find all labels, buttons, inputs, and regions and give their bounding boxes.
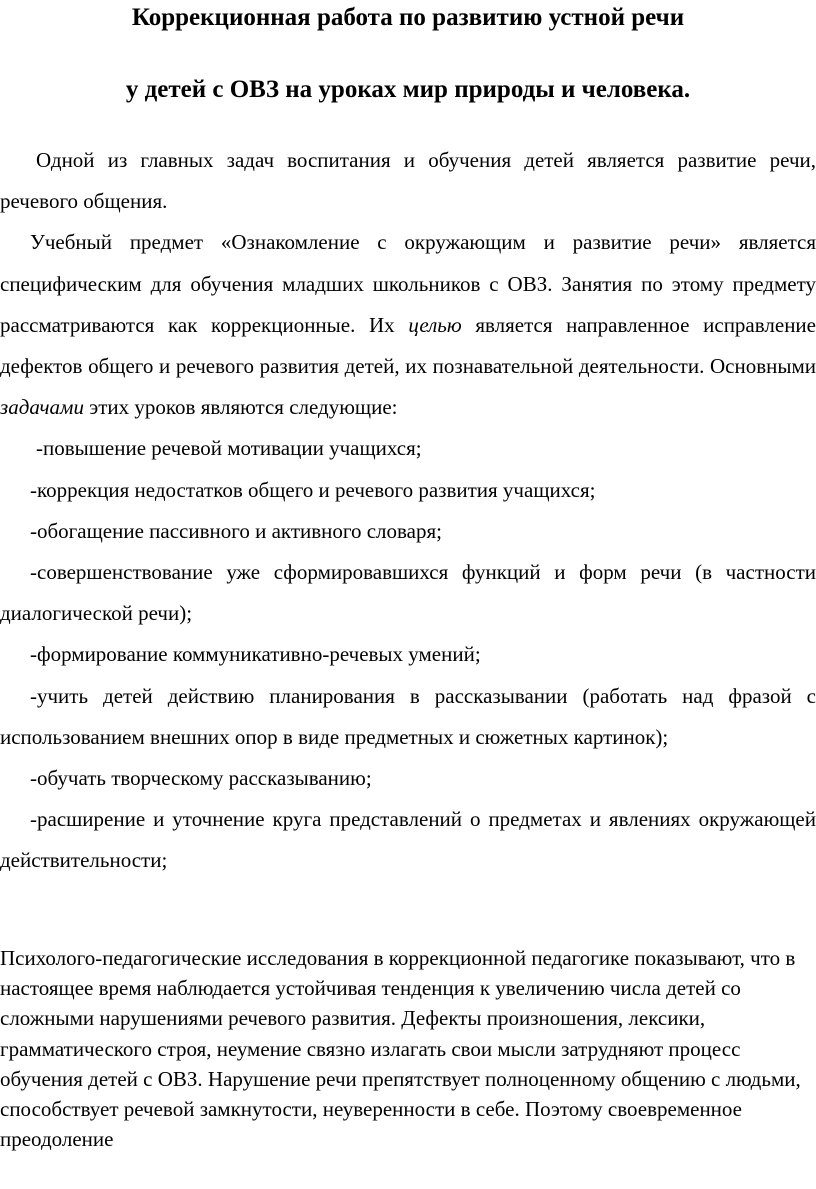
document-body [0,140,816,882]
closing-block [0,943,816,1154]
task-item: -формирование коммуникативно-речевых умений; [30,642,481,667]
closing-paragraph: Психолого-педагогические исследования в коррекционной педагогике показывают, что в настоящее время наблюдается устойчивая тенденция к увеличению числа детей со сложными нарушениями речевого развития. Дефекты произношения, лексики, грамматического строя, неумение связно излагать свои мысли затрудняют процесс обучения детей с ОВЗ. Нарушение речи препятствует полноценному общению с людьми, способствует речевой замкнутости, неуверенности в себе. Поэтому своевременное преодоление [0,946,801,1152]
subject-text-c: этих уроков являются следующие: [83,395,398,420]
subject-text-b: является направленное исправление дефектов общего и речевого развития детей, их познавательной деятельности. Основными [0,312,816,379]
subject-paragraph [0,222,816,428]
document-title-line-1: Коррекционная работа по развитию устной речи [131,4,685,31]
subject-tasks-word: задачами [0,395,84,420]
intro-paragraph: Одной из главных задач воспитания и обучения детей является развитие речи, речевого общения. [0,148,816,214]
task-item: -обогащение пассивного и активного словаря; [30,518,442,543]
subject-goal-word: целью [408,312,462,337]
document-title-line-2: у детей с ОВЗ на уроках мир природы и человека. [125,76,691,103]
task-item: -учить детей действию планирования в рассказывании (работать над фразой с использованием внешних опор в виде предметных и сюжетных картинок); [0,683,816,749]
task-item: -коррекция недостатков общего и речевого развития учащихся; [30,477,596,502]
task-item: -обучать творческому рассказыванию; [30,766,372,791]
task-item: -повышение речевой мотивации учащихся; [36,436,422,461]
task-item: -расширение и уточнение круга представлений о предметах и явлениях окружающей действительности; [0,807,816,873]
subject-text-a: Учебный предмет «Ознакомление с окружающим и развитие речи» является специфическим для обучения младших школьников с ОВЗ. Занятия по этому предмету рассматриваются как коррекционные. Их [0,230,816,337]
task-item: -совершенствование уже сформировавшихся функций и форм речи (в частности диалогической речи); [0,560,816,626]
